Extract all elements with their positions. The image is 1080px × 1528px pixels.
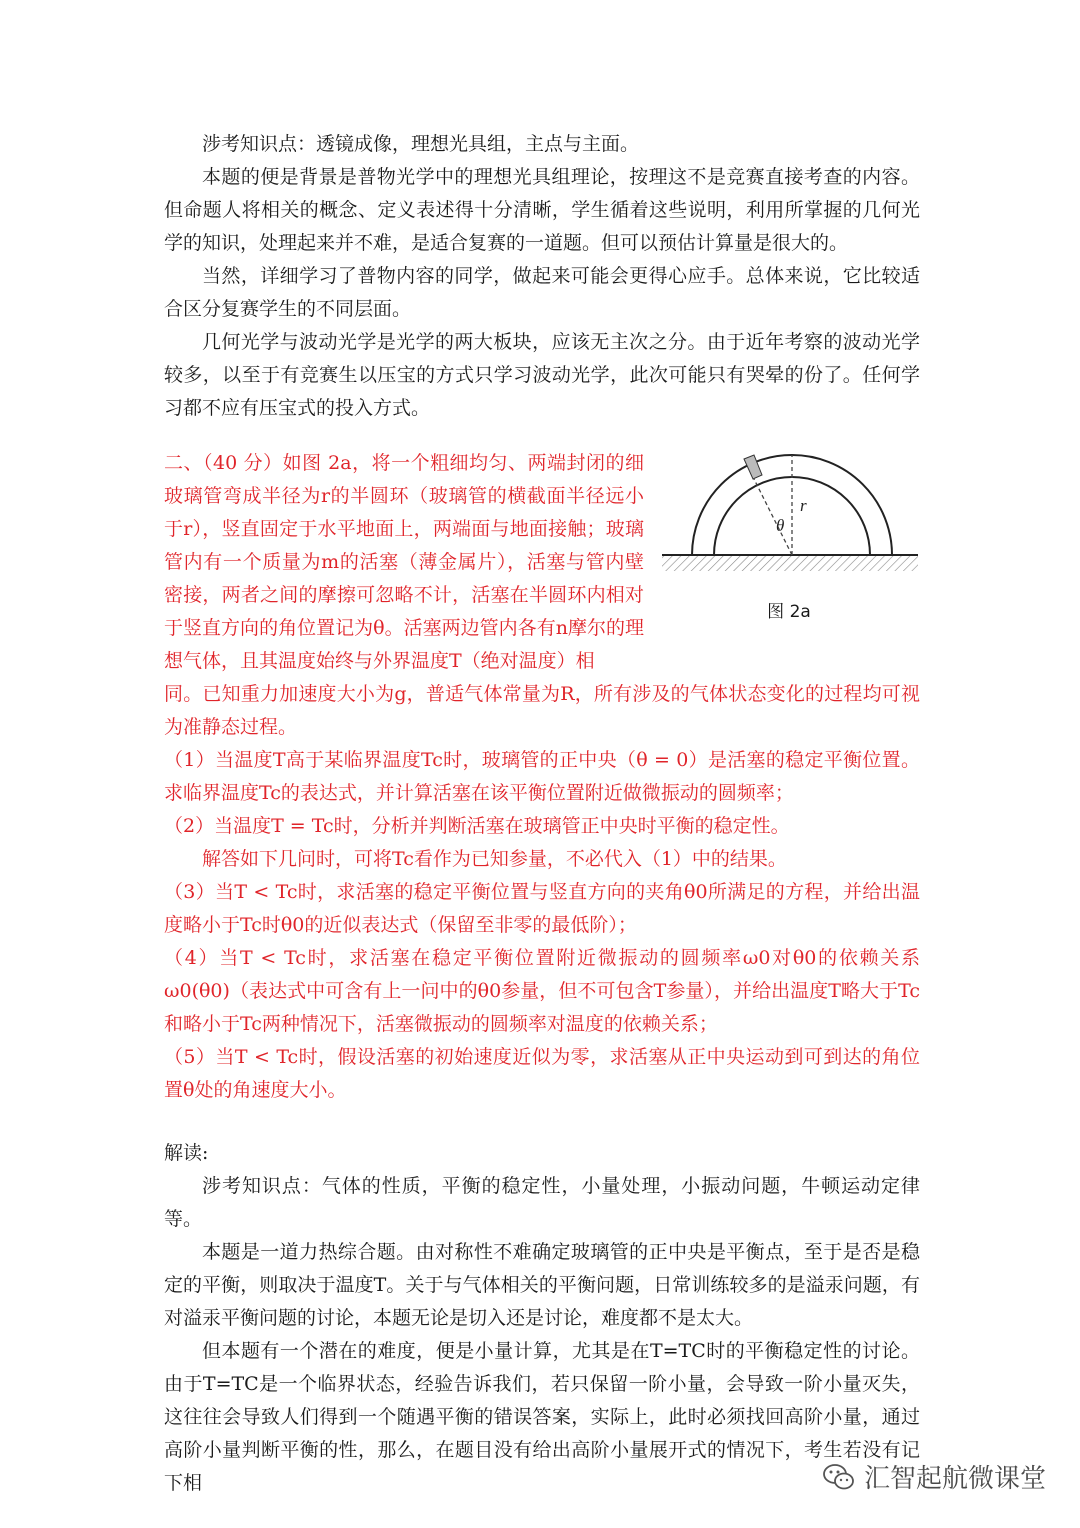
watermark <box>822 1458 1046 1495</box>
wechat-icon <box>822 1462 856 1492</box>
intro-paragraph-2: 本题的便是背景是普物光学中的理想光具组理论，按理这不是竞赛直接考查的内容。但命题人将相关的概念、定义表述得十分清晰，学生循着这些说明，利用所掌握的几何光学的知识，处理起来并不难，是适合复赛的一道题。但可以预估计算量是很大的。 <box>164 166 920 254</box>
piston <box>744 455 762 479</box>
reading-paragraph-3: 但本题有一个潜在的难度，便是小量计算，尤其是在T=TC时的平衡稳定性的讨论。由于T=TC是一个临界状态，经验告诉我们，若只保留一阶小量，会导致一阶小量灭失，这往往会导致人们得到一个随遇平衡的错误答案，实际上，此时必须找回高阶小量，通过高阶小量判断平衡的性，那么，在题目没有给出高阶小量展开式的情况下，考生若没有记下相 <box>164 1340 920 1494</box>
problem-stem: 二、（40 分）如图 2a，将一个粗细均匀、两端封闭的细玻璃管弯成半径为r的半圆环（玻璃管的横截面半径远小于r），竖直固定于水平地面上，两端面与地面接触；玻璃管内有一个质量为m的活塞（薄金属片），活塞与管内壁密接，两者之间的摩擦可忽略不计，活塞在半圆环内相对于竖直方向的角位置记为θ。活塞两边管内各有n摩尔的理想气体，且其温度始终与外界温度T（绝对温度）相 <box>164 452 644 672</box>
intro-paragraph-3: 当然，详细学习了普物内容的同学，做起来可能会更得心应手。总体来说，它比较适合区分复赛学生的不同层面。 <box>164 265 920 320</box>
problem-stem-with-figure <box>164 447 920 678</box>
spacer <box>164 1107 920 1137</box>
intro-knowledge-points: 涉考知识点：透镜成像，理想光具组，主点与主面。 <box>202 133 640 155</box>
reading-knowledge-points: 涉考知识点：气体的性质，平衡的稳定性，小量处理，小振动问题，牛顿运动定律等。 <box>164 1175 920 1230</box>
figure-caption: 图 2a <box>767 602 811 622</box>
ground-hatch <box>662 555 918 571</box>
question-5: （5）当T < Tc时，假设活塞的初始速度近似为零，求活塞从正中央运动到可到达的角位置θ处的角速度大小。 <box>164 1046 920 1101</box>
watermark-text: 汇智起航微课堂 <box>863 1464 1046 1494</box>
label-theta: θ <box>776 516 785 535</box>
answer-note: 解答如下几问时，可将Tc看作为已知参量，不必代入（1）中的结果。 <box>202 848 787 870</box>
reading-paragraph-2: 本题是一道力热综合题。由对称性不难确定玻璃管的正中央是平衡点，至于是否是稳定的平衡，则取决于温度T。关于与气体相关的平衡问题，日常训练较多的是溢汞问题，有对溢汞平衡问题的讨论，本题无论是切入还是讨论，难度都不是太大。 <box>164 1241 920 1329</box>
semicircle-tube-diagram <box>658 451 920 591</box>
question-3: （3）当T < Tc时，求活塞的稳定平衡位置与竖直方向的夹角θ0所满足的方程，并给出温度略小于Tc时θ0的近似表达式（保留至非零的最低阶）； <box>164 881 920 936</box>
figure-2a <box>658 451 920 621</box>
reading-title: 解读: <box>164 1142 209 1164</box>
label-r: r <box>800 496 807 515</box>
question-2: （2）当温度T = Tc时，分析并判断活塞在玻璃管正中央时平衡的稳定性。 <box>164 815 790 837</box>
spacer <box>164 425 920 447</box>
question-4: （4）当T < Tc时，求活塞在稳定平衡位置附近微振动的圆频率ω0对θ0的依赖关系ω0(θ0)（表达式中可含有上一问中的θ0参量，但不可包含T参量），并给出温度T略大于Tc和略小于Tc两种情况下，活塞微振动的圆频率对温度的依赖关系； <box>164 947 920 1035</box>
question-1: （1）当温度T高于某临界温度Tc时，玻璃管的正中央（θ = 0）是活塞的稳定平衡位置。求临界温度Tc的表达式，并计算活塞在该平衡位置附近做微振动的圆频率； <box>164 749 920 804</box>
intro-paragraph-4: 几何光学与波动光学是光学的两大板块，应该无主次之分。由于近年考察的波动光学较多，以至于有竞赛生以压宝的方式只学习波动光学，此次可能只有哭晕的份了。任何学习都不应有压宝式的投入方式。 <box>164 331 920 419</box>
problem-stem-continued: 同。已知重力加速度大小为g，普适气体常量为R，所有涉及的气体状态变化的过程均可视为准静态过程。 <box>164 683 920 738</box>
document-body <box>164 128 920 1500</box>
